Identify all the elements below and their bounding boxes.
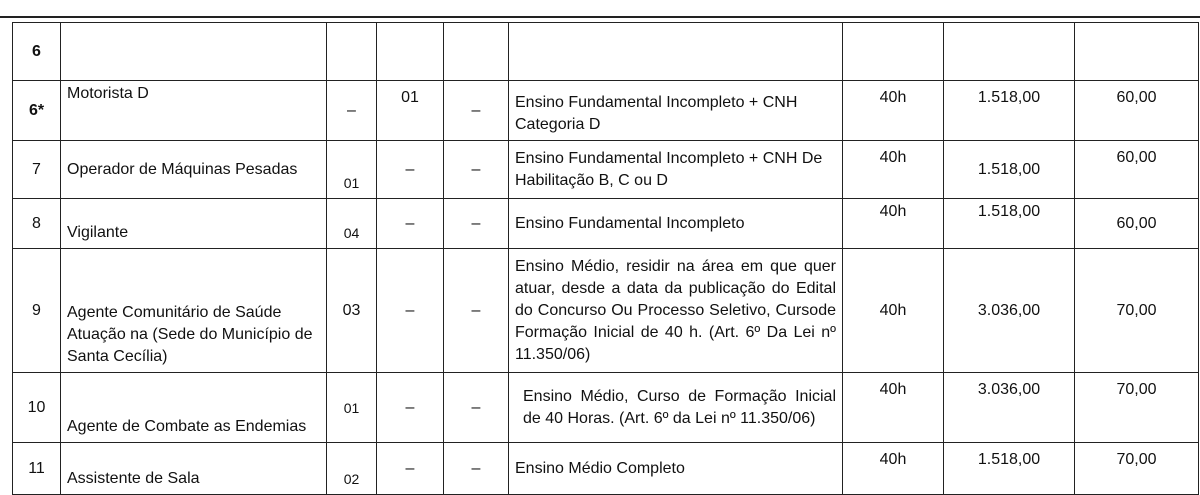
row-number: 9 bbox=[13, 249, 61, 373]
vacancies-col3: – bbox=[444, 373, 509, 443]
position-name: Agente de Combate as Endemias bbox=[61, 373, 327, 443]
workload: 40h bbox=[843, 141, 944, 199]
row-number: 6 bbox=[13, 23, 61, 81]
table-row bbox=[13, 373, 1199, 443]
salary: 1.518,00 bbox=[944, 443, 1075, 495]
salary: 1.518,00 bbox=[944, 199, 1075, 249]
position-name: Agente Comunitário de Saúde Atuação na (Sede do Município de Santa Cecília) bbox=[61, 249, 327, 373]
salary: 3.036,00 bbox=[944, 249, 1075, 373]
vacancies-col1: 03 bbox=[327, 249, 377, 373]
vacancies-col1 bbox=[327, 23, 377, 81]
table-row bbox=[13, 199, 1199, 249]
vacancies-col3: – bbox=[444, 141, 509, 199]
workload bbox=[843, 23, 944, 81]
vacancies-col2: – bbox=[377, 443, 444, 495]
vacancies-col2 bbox=[377, 23, 444, 81]
vacancies-col2: – bbox=[377, 249, 444, 373]
salary: 3.036,00 bbox=[944, 373, 1075, 443]
salary bbox=[944, 23, 1075, 81]
fee: 70,00 bbox=[1075, 443, 1199, 495]
salary: 1.518,00 bbox=[944, 81, 1075, 141]
workload: 40h bbox=[843, 249, 944, 373]
position-name: Vigilante bbox=[61, 199, 327, 249]
requirements: Ensino Fundamental Incompleto bbox=[509, 199, 843, 249]
table-row bbox=[13, 443, 1199, 495]
fee: 60,00 bbox=[1075, 199, 1199, 249]
vacancies-col2: – bbox=[377, 373, 444, 443]
vacancies-col1: 01 bbox=[327, 373, 377, 443]
requirements: Ensino Médio, Curso de Formação Inicial de 40 Horas. (Art. 6º da Lei nº 11.350/06) bbox=[509, 373, 843, 443]
fee: 60,00 bbox=[1075, 81, 1199, 141]
vacancies-col3: – bbox=[444, 81, 509, 141]
fee bbox=[1075, 23, 1199, 81]
page-top-rule bbox=[0, 16, 1200, 18]
vacancies-col1: – bbox=[327, 81, 377, 141]
vacancies-col2: – bbox=[377, 141, 444, 199]
salary: 1.518,00 bbox=[944, 141, 1075, 199]
vacancies-col3: – bbox=[444, 199, 509, 249]
vacancies-col2: 01 bbox=[377, 81, 444, 141]
position-name: Motorista D bbox=[61, 81, 327, 141]
position-name: Assistente de Sala bbox=[61, 443, 327, 495]
workload: 40h bbox=[843, 373, 944, 443]
requirements: Ensino Médio Completo bbox=[509, 443, 843, 495]
vacancies-col1: 04 bbox=[327, 199, 377, 249]
requirements bbox=[509, 23, 843, 81]
requirements: Ensino Fundamental Incompleto + CNH Categoria D bbox=[509, 81, 843, 141]
table-row bbox=[13, 23, 1199, 81]
vacancies-col1: 01 bbox=[327, 141, 377, 199]
row-number: 6* bbox=[13, 81, 61, 141]
table-row bbox=[13, 81, 1199, 141]
fee: 70,00 bbox=[1075, 373, 1199, 443]
workload: 40h bbox=[843, 443, 944, 495]
requirements: Ensino Fundamental Incompleto + CNH De Habilitação B, C ou D bbox=[509, 141, 843, 199]
vacancies-col1: 02 bbox=[327, 443, 377, 495]
workload: 40h bbox=[843, 199, 944, 249]
position-name: Operador de Máquinas Pesadas bbox=[61, 141, 327, 199]
table-row bbox=[13, 249, 1199, 373]
vacancies-col3 bbox=[444, 23, 509, 81]
row-number: 11 bbox=[13, 443, 61, 495]
vacancies-table bbox=[12, 22, 1199, 495]
position-name bbox=[61, 23, 327, 81]
workload: 40h bbox=[843, 81, 944, 141]
vacancies-col3: – bbox=[444, 249, 509, 373]
vacancies-col3: – bbox=[444, 443, 509, 495]
row-number: 10 bbox=[13, 373, 61, 443]
fee: 70,00 bbox=[1075, 249, 1199, 373]
row-number: 8 bbox=[13, 199, 61, 249]
row-number: 7 bbox=[13, 141, 61, 199]
requirements: Ensino Médio, residir na área em que quer atuar, desde a data da publicação do Edital do Concurso Ou Processo Seletivo, Cursode Formação Inicial de 40 h. (Art. 6º Da Lei nº 11.350/06) bbox=[509, 249, 843, 373]
fee: 60,00 bbox=[1075, 141, 1199, 199]
table-row bbox=[13, 141, 1199, 199]
vacancies-col2: – bbox=[377, 199, 444, 249]
